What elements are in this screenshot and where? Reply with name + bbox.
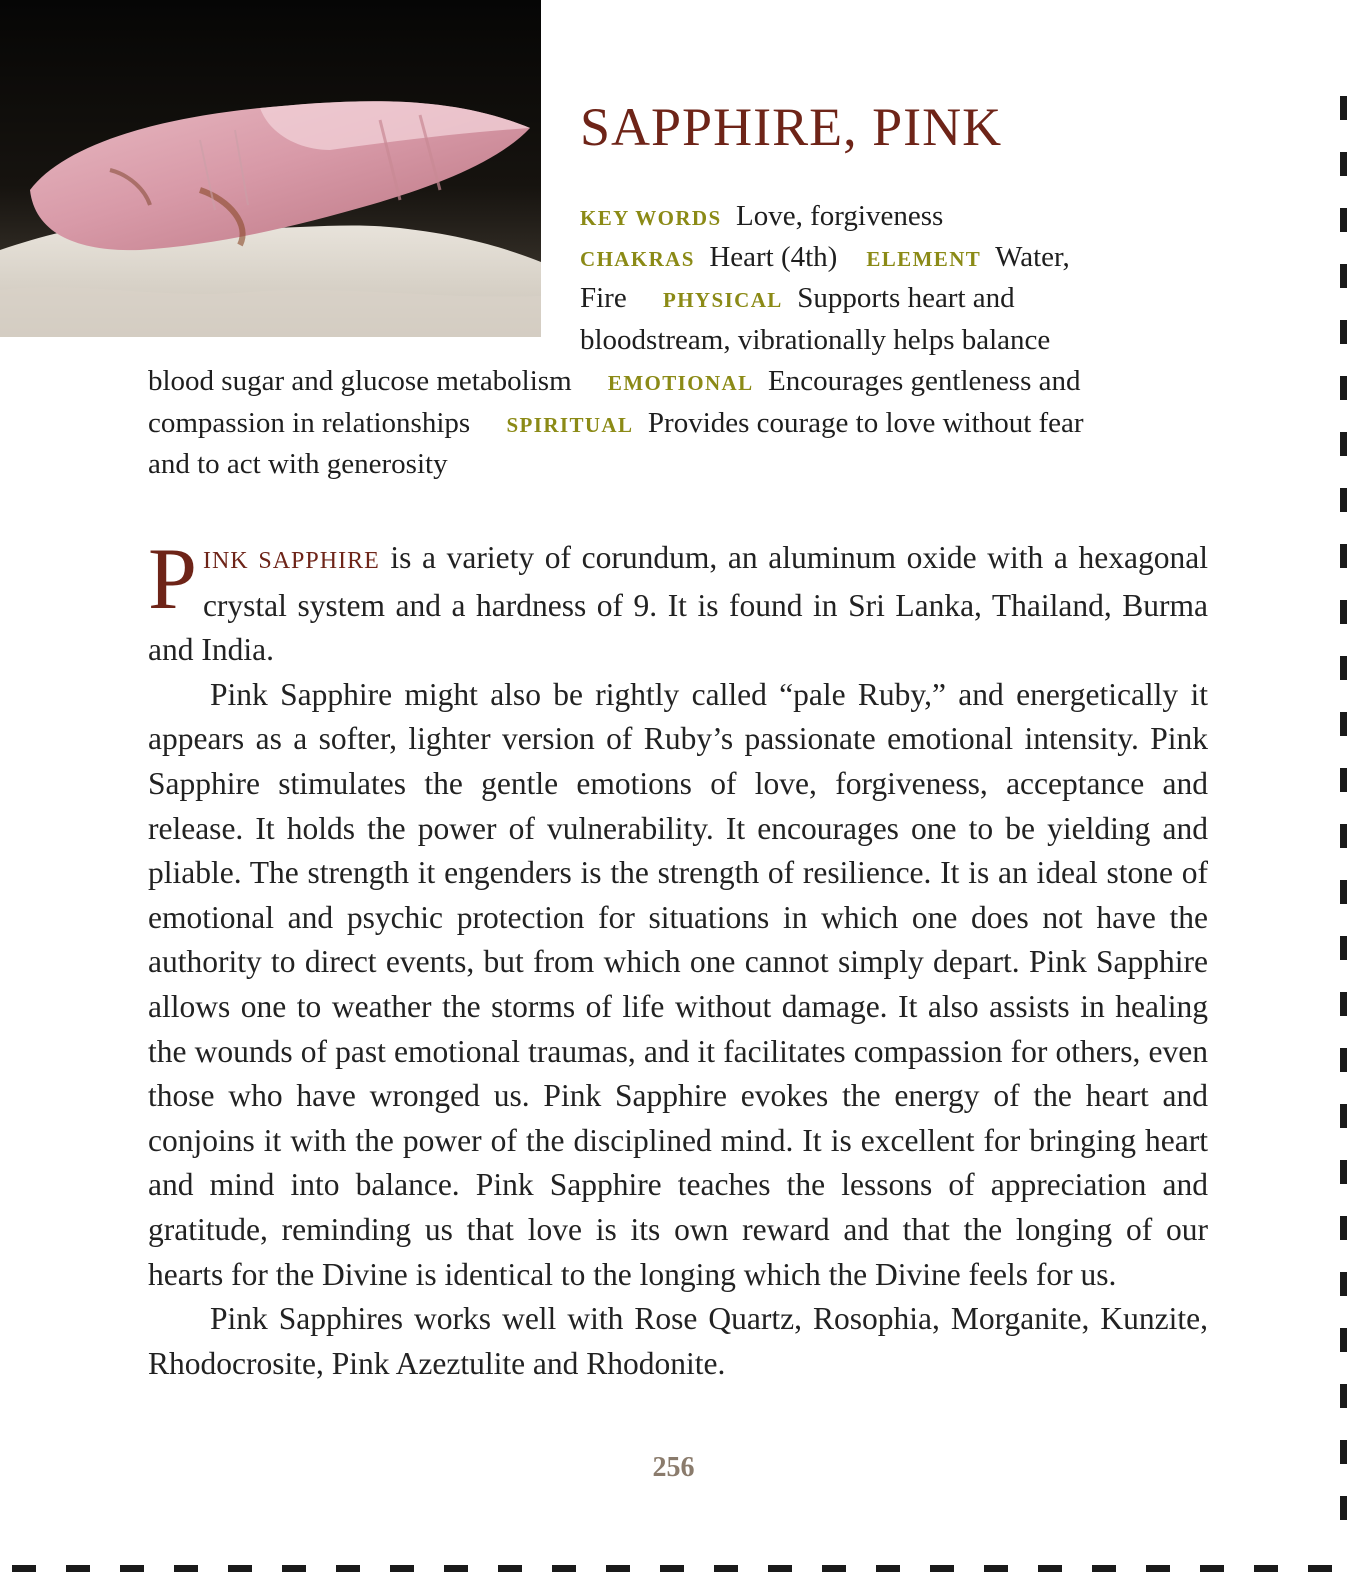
paragraph: Pink Sapphires works well with Rose Quartz, Rosophia, Morganite, Kunzite, Rhodocrosite, Pink Azeztulite and Rhodonite. <box>148 1301 1208 1381</box>
bottom-edge-marks <box>12 1565 1347 1572</box>
properties-line <box>148 361 1080 403</box>
drop-cap: P <box>148 531 197 628</box>
page-title: SAPPHIRE, PINK <box>580 97 1003 157</box>
paragraph-text: is a variety of corundum, an aluminum oxide with a hexagonal crystal system and a hardness of 9. It is found in Sri Lanka, Thailand, Burma and India. <box>148 540 1208 668</box>
spiritual-value-continued: and to act with generosity <box>148 448 448 480</box>
emotional-value-continued: compassion in relationships <box>148 407 471 439</box>
crystal-photo <box>0 0 541 337</box>
key-words-value: Love, forgiveness <box>736 200 944 232</box>
chakras-value: Heart (4th) <box>709 241 838 273</box>
paragraph <box>148 531 1208 673</box>
element-label: ELEMENT <box>866 247 982 271</box>
lead-in: INK SAPPHIRE <box>202 548 380 574</box>
spiritual-value: Provides courage to love without fear <box>647 407 1084 439</box>
body-text <box>148 531 1208 1386</box>
properties-line <box>148 444 448 484</box>
physical-label: PHYSICAL <box>662 288 783 312</box>
spiritual-label: SPIRITUAL <box>506 413 634 437</box>
properties-line <box>148 403 1084 445</box>
right-edge-marks <box>1340 96 1347 1536</box>
element-value: Water, <box>995 241 1070 273</box>
properties-line <box>580 320 1050 360</box>
emotional-value: Encourages gentleness and <box>768 365 1081 397</box>
chakras-label: CHAKRAS <box>580 247 695 271</box>
paragraph: Pink Sapphire might also be rightly called “pale Ruby,” and energetically it appears as a softer, lighter version of Ruby’s passionate emotional intensity. Pink Sapphire stimulates the gentle emotions of love, forgiveness, acceptance and release. It holds the power of vulnerability. It encourages one to be yielding and pliable. The strength it engenders is the strength of resilience. It is an ideal stone of emotional and psychic protection for situations in which one does not have the authority to direct events, but from which one cannot simply depart. Pink Sapphire allows one to weather the storms of life without damage. It also assists in healing the wounds of past emotional traumas, and it facilitates compassion for others, even those who have wronged us. Pink Sapphire evokes the energy of the heart and conjoins it with the power of the disciplined mind. It is excellent for bringing heart and mind into balance. Pink Sapphire teaches the lessons of appreciation and gratitude, reminding us that love is its own reward and that the longing of our hearts for the Divine is identical to the longing which the Divine feels for us. <box>148 676 1208 1292</box>
physical-value-continued: bloodstream, vibrationally helps balance <box>580 324 1051 356</box>
page-number: 256 <box>652 1452 695 1483</box>
key-words-label: KEY WORDS <box>580 206 722 230</box>
properties-line <box>580 196 943 238</box>
properties-line <box>580 237 1070 279</box>
emotional-label: EMOTIONAL <box>607 371 754 395</box>
element-value-continued: Fire <box>580 282 627 314</box>
physical-value: Supports heart and <box>797 282 1015 314</box>
properties-line <box>580 278 1015 320</box>
physical-value-end: blood sugar and glucose metabolism <box>148 365 572 397</box>
